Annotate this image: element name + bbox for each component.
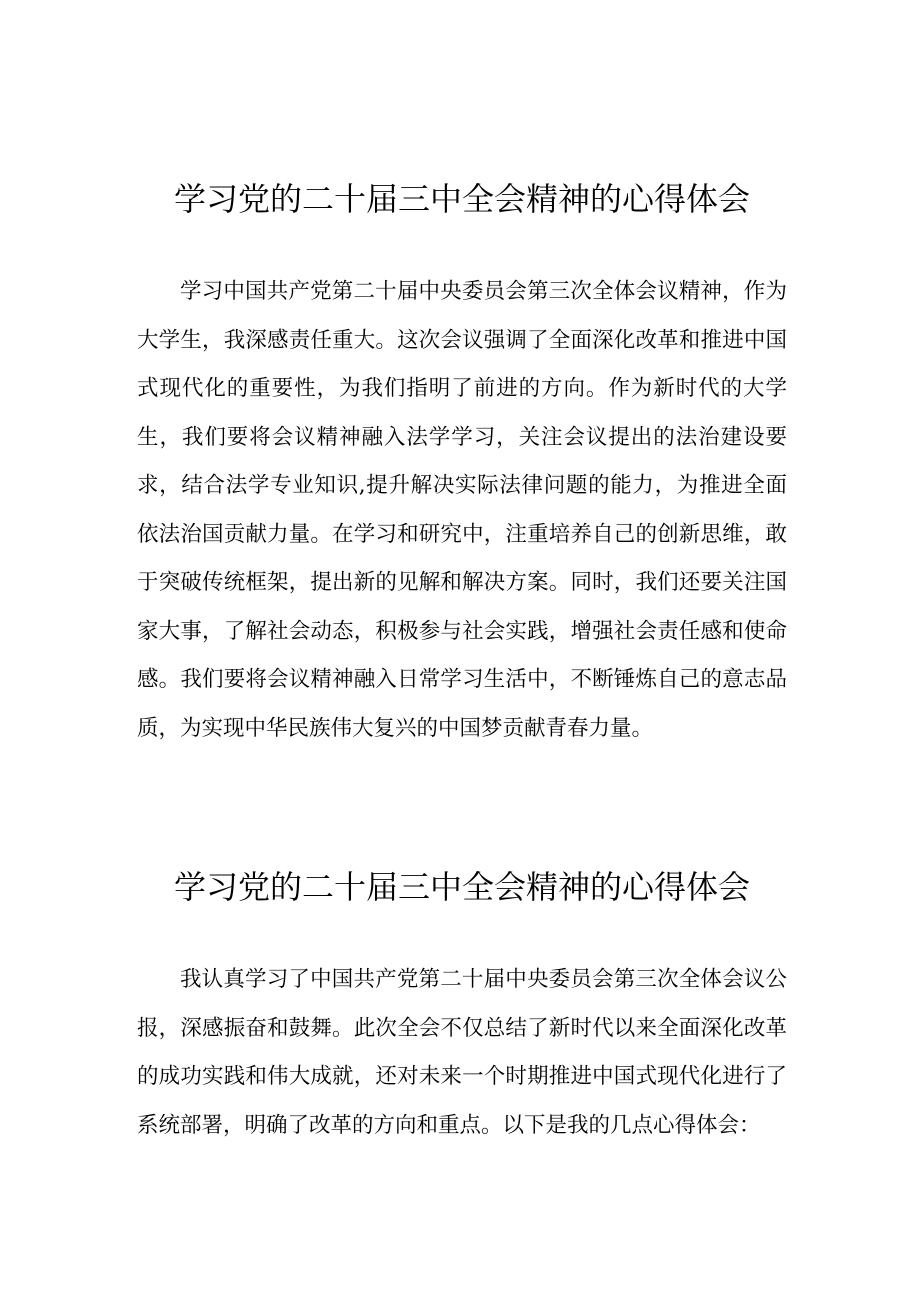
article-section-2: [137, 860, 787, 1150]
article-paragraph-1: 学习中国共产党第二十届中央委员会第三次全体会议精神，作为大学生，我深感责任重大。这次会议强调了全面深化改革和推进中国式现代化的重要性，为我们指明了前进的方向。作为新时代的大学生，我们要将会议精神融入法学学习，关注会议提出的法治建设要求，结合法学专业知识,提升解决实际法律问题的能力，为推进全面依法治国贡献力量。在学习和研究中，注重培养自己的创新思维，敢于突破传统框架，提出新的见解和解决方案。同时，我们还要关注国家大事，了解社会动态，积极参与社会实践，增强社会责任感和使命感。我们要将会议精神融入日常学习生活中，不断锤炼自己的意志品质，为实现中华民族伟大复兴的中国梦贡献青春力量。: [137, 279, 787, 741]
article-section-1: [137, 172, 787, 753]
article-paragraph-2: 我认真学习了中国共产党第二十届中央委员会第三次全体会议公报，深感振奋和鼓舞。此次全会不仅总结了新时代以来全面深化改革的成功实践和伟大成就，还对未来一个时期推进中国式现代化进行了系统部署，明确了改革的方向和重点。以下是我的几点心得体会：: [137, 967, 787, 1138]
article-title-2: 学习党的二十届三中全会精神的心得体会: [173, 868, 750, 906]
article-title-1: 学习党的二十届三中全会精神的心得体会: [173, 180, 750, 218]
